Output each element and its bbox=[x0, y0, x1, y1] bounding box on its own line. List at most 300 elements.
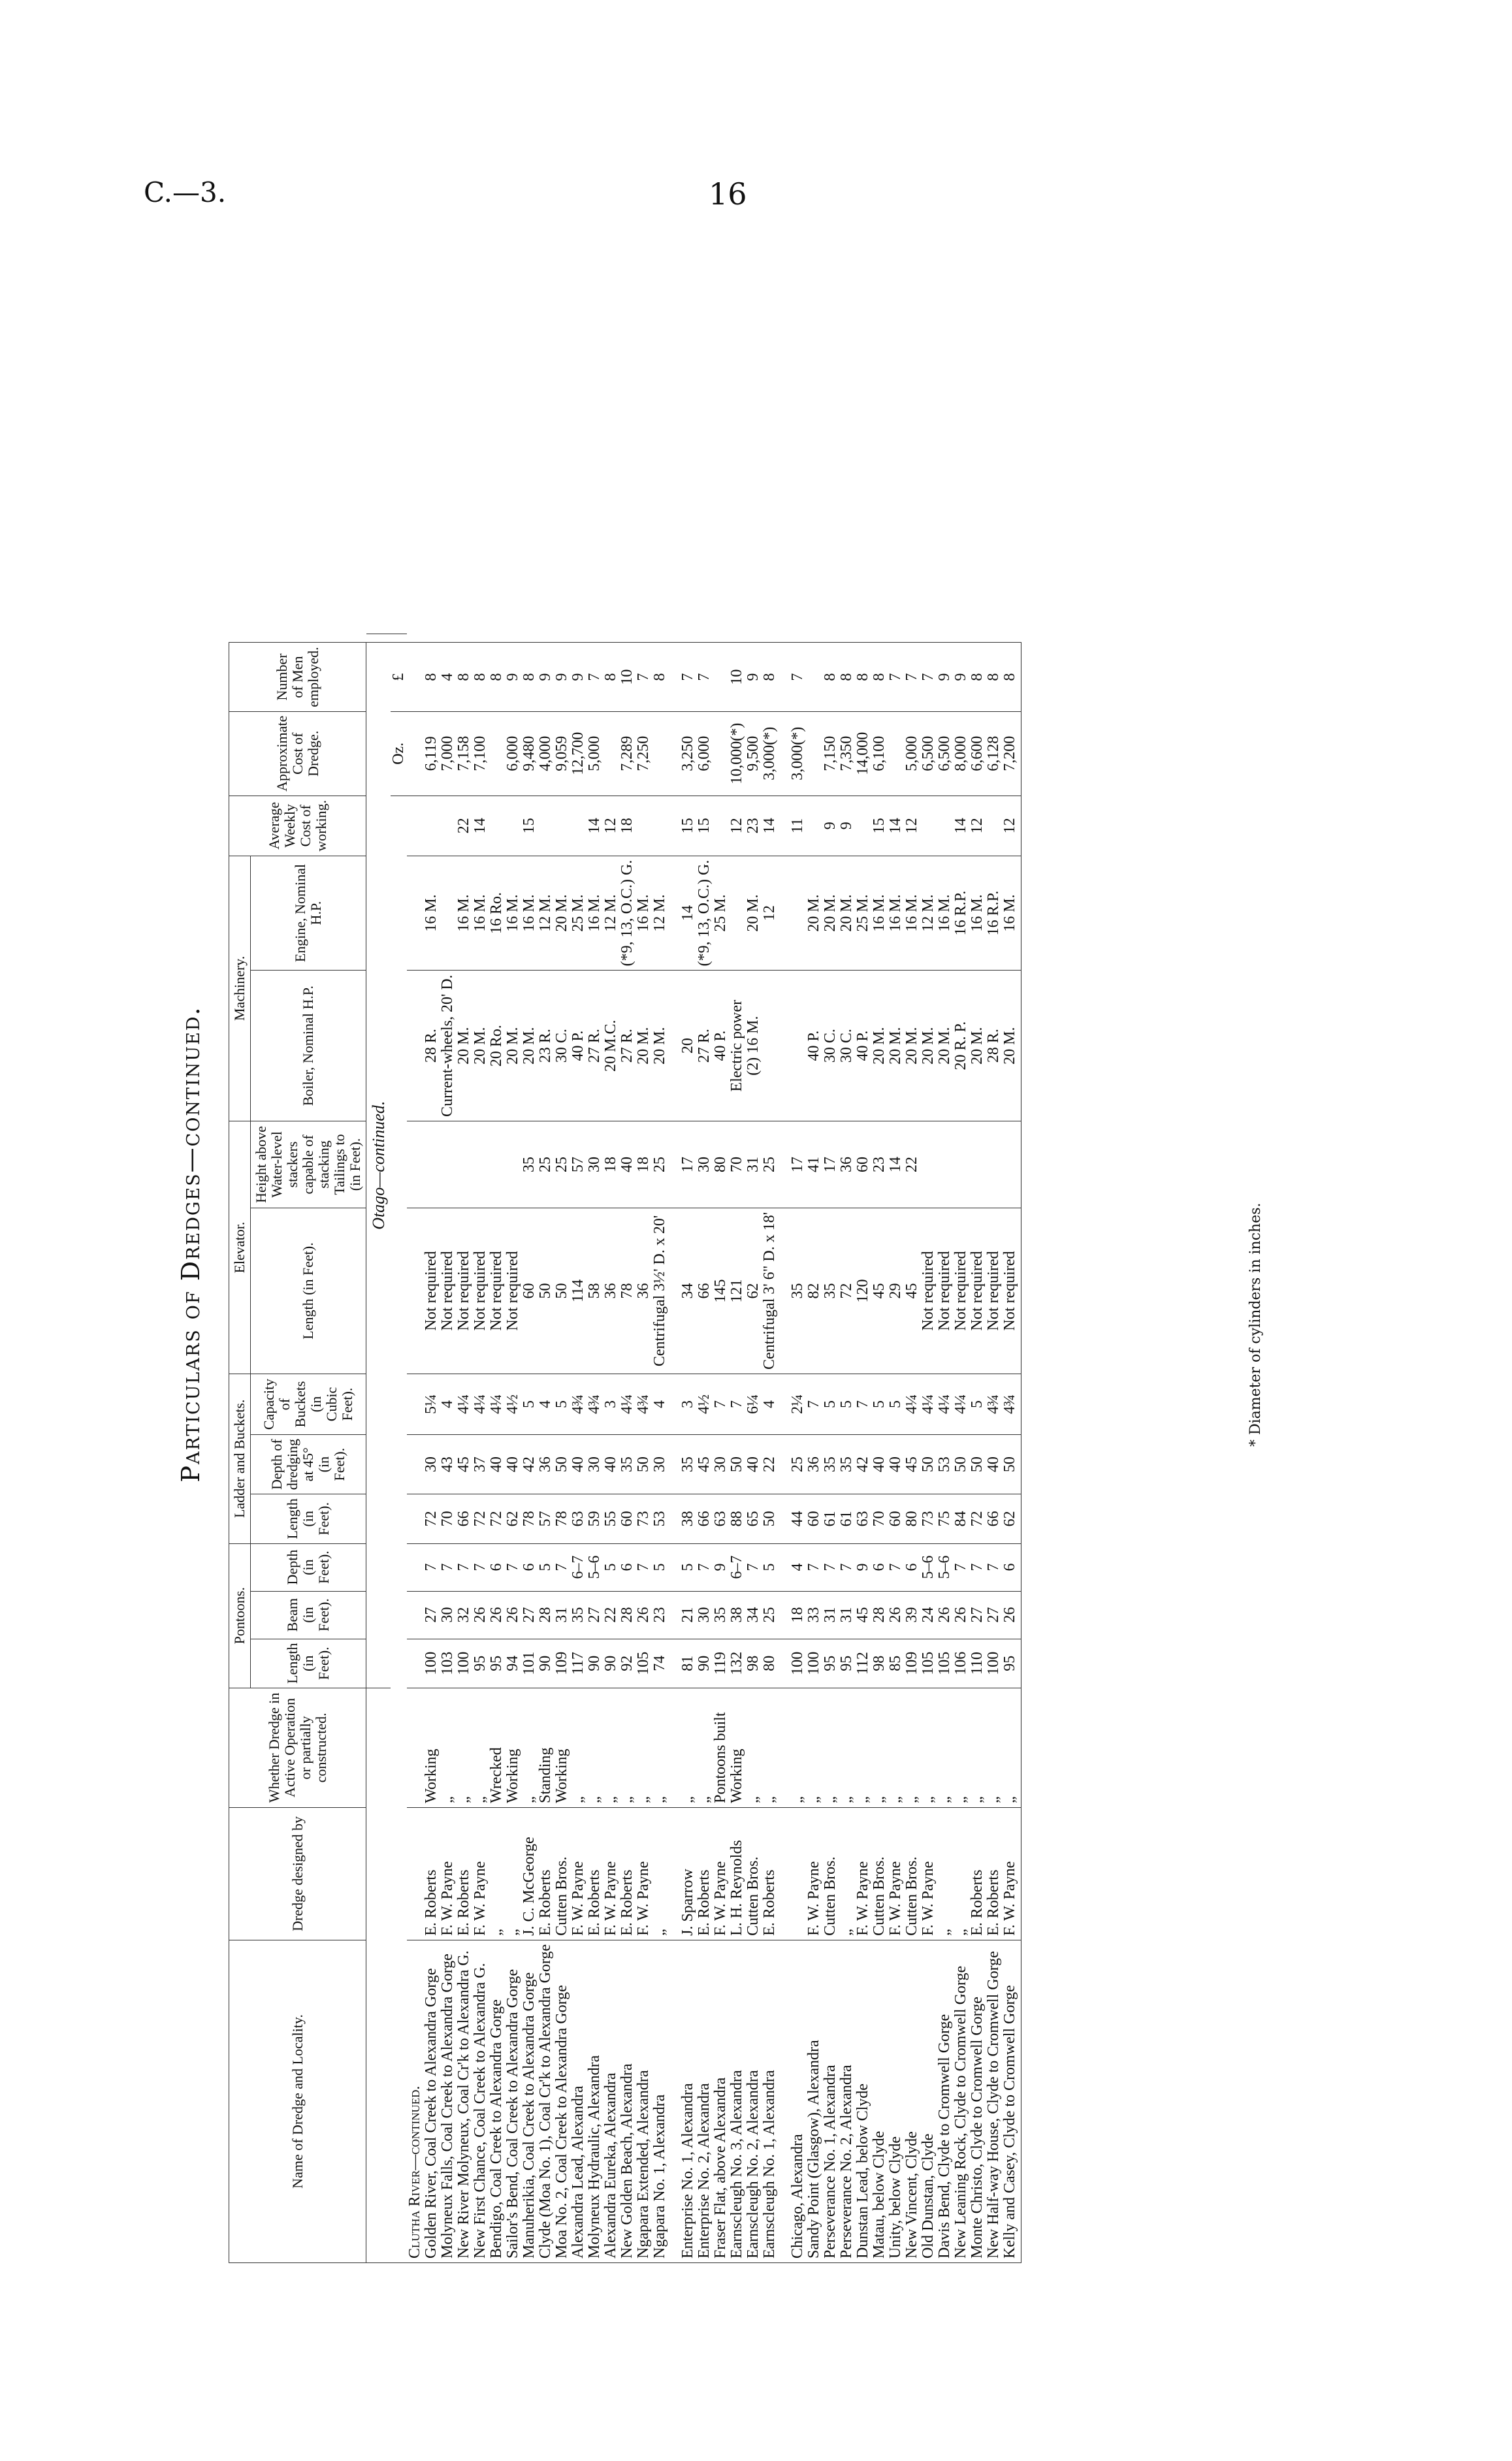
table-row bbox=[729, 634, 745, 2263]
cell-men-employed: 8 bbox=[822, 643, 839, 711]
cell-pontoon-length: 98 bbox=[745, 1639, 762, 1688]
cell-dredge-name: Kelly and Casey, Clyde to Cromwell Gorge bbox=[1002, 1940, 1018, 2262]
cell-ladder-length: 61 bbox=[822, 1494, 839, 1543]
cell-elevator-length: 36 bbox=[635, 1208, 652, 1374]
cell-weekly-cost: 15 bbox=[871, 796, 888, 856]
cell-boiler-hp: 30 C. bbox=[554, 971, 570, 1121]
header-pontoons: Pontoons. bbox=[229, 1543, 251, 1688]
cell-dredge-name: Molyneux Hydraulic, Alexandra bbox=[587, 1940, 603, 2262]
cell-ladder-length: 70 bbox=[440, 1494, 456, 1543]
cell-status: „ bbox=[603, 1688, 619, 1807]
cell-elevator-length: Not required bbox=[489, 1208, 505, 1374]
cell-elevator-length: Not required bbox=[953, 1208, 969, 1374]
cell-designer: J. Sparrow bbox=[680, 1807, 696, 1940]
cell-pontoon-beam: 18 bbox=[790, 1591, 806, 1639]
cell-elevator-length: 34 bbox=[680, 1208, 696, 1374]
cell-stacking-height: 17 bbox=[790, 1121, 806, 1208]
cell-dredge-name: New First Chance, Coal Creek to Alexandra G. bbox=[472, 1940, 489, 2262]
cell-stacking-height: 18 bbox=[635, 1121, 652, 1208]
header-m-boiler: Boiler, Nominal H.P. bbox=[251, 971, 366, 1121]
cell-bucket-capacity: 4 bbox=[440, 1374, 456, 1435]
cell-elevator-length: Not required bbox=[937, 1208, 953, 1374]
cell-bucket-capacity: 4 bbox=[762, 1374, 778, 1435]
cell-ladder-length: 73 bbox=[920, 1494, 937, 1543]
table-row bbox=[554, 634, 570, 2263]
cell-bucket-capacity: 5 bbox=[839, 1374, 855, 1435]
cell-pontoon-length: 132 bbox=[729, 1639, 745, 1688]
cell-boiler-hp: 40 P. bbox=[806, 971, 822, 1121]
cell-pontoon-depth: 7 bbox=[505, 1543, 521, 1591]
unit-cost: £ bbox=[391, 643, 407, 711]
cell-approx-cost: 6,500 bbox=[937, 711, 953, 796]
cell-pontoon-length: 74 bbox=[652, 1639, 668, 1688]
cell-elevator-length: Not required bbox=[456, 1208, 472, 1374]
table-row bbox=[538, 634, 554, 2263]
cell-elevator-length: 50 bbox=[554, 1208, 570, 1374]
cell-designer: F. W. Payne bbox=[855, 1807, 871, 1940]
cell-approx-cost: 6,100 bbox=[871, 711, 888, 796]
cell-pontoon-length: 100 bbox=[456, 1639, 472, 1688]
cell-stacking-height bbox=[472, 1121, 489, 1208]
cell-men-employed: 8 bbox=[521, 643, 538, 711]
header-m-engine: Engine, Nominal H.P. bbox=[251, 856, 366, 971]
cell-status: Standing bbox=[538, 1688, 554, 1807]
cell-designer: „ bbox=[953, 1807, 969, 1940]
cell-stacking-height bbox=[456, 1121, 472, 1208]
cell-pontoon-depth: 6 bbox=[871, 1543, 888, 1591]
cell-dredging-depth: 40 bbox=[603, 1435, 619, 1494]
cell-pontoon-length: 106 bbox=[953, 1639, 969, 1688]
cell-ladder-length: 62 bbox=[505, 1494, 521, 1543]
cell-dredge-name: New Vincent, Clyde bbox=[904, 1940, 920, 2262]
table-row bbox=[570, 634, 587, 2263]
table-row bbox=[806, 634, 822, 2263]
header-machinery: Machinery. bbox=[229, 856, 251, 1121]
cell-status: „ bbox=[855, 1688, 871, 1807]
table-row bbox=[423, 634, 440, 2263]
cell-status: Working bbox=[423, 1688, 440, 1807]
cell-stacking-height bbox=[1002, 1121, 1018, 1208]
cell-pontoon-beam: 28 bbox=[619, 1591, 635, 1639]
cell-pontoon-depth: 5–6 bbox=[937, 1543, 953, 1591]
cell-approx-cost: 6,128 bbox=[986, 711, 1002, 796]
table-row bbox=[652, 634, 668, 2263]
cell-ladder-length: 78 bbox=[554, 1494, 570, 1543]
page-series: C.—3. bbox=[144, 176, 227, 208]
cell-dredging-depth: 37 bbox=[472, 1435, 489, 1494]
cell-pontoon-depth: 6 bbox=[1002, 1543, 1018, 1591]
table-row bbox=[969, 634, 986, 2263]
cell-boiler-hp: 28 R. bbox=[423, 971, 440, 1121]
cell-bucket-capacity: 6¼ bbox=[745, 1374, 762, 1435]
cell-ladder-length: 59 bbox=[587, 1494, 603, 1543]
cell-weekly-cost: 15 bbox=[680, 796, 696, 856]
cell-engine-hp: 16 M. bbox=[1002, 856, 1018, 971]
section-row bbox=[407, 634, 423, 2263]
cell-approx-cost: 6,600 bbox=[969, 711, 986, 796]
cell-dredge-name: Clyde (Moa No. 1), Coal Cr'k to Alexandra Gorge bbox=[538, 1940, 554, 2262]
cell-bucket-capacity: 4¾ bbox=[635, 1374, 652, 1435]
header-approx-cost: Approximate Cost of Dredge. bbox=[229, 711, 366, 796]
cell-dredging-depth: 35 bbox=[839, 1435, 855, 1494]
cell-weekly-cost: 12 bbox=[904, 796, 920, 856]
cell-dredging-depth: 40 bbox=[871, 1435, 888, 1494]
cell-designer: Cutten Bros. bbox=[904, 1807, 920, 1940]
cell-boiler-hp: Current-wheels, 20' D. bbox=[440, 971, 456, 1121]
cell-weekly-cost: 23 bbox=[745, 796, 762, 856]
cell-status: „ bbox=[1002, 1688, 1018, 1807]
cell-dredging-depth: 25 bbox=[790, 1435, 806, 1494]
cell-dredge-name: Alexandra Lead, Alexandra bbox=[570, 1940, 587, 2262]
cell-weekly-cost bbox=[440, 796, 456, 856]
cell-weekly-cost bbox=[855, 796, 871, 856]
cell-boiler-hp: 20 M. bbox=[635, 971, 652, 1121]
cell-dredge-name: Sailor's Bend, Coal Creek to Alexandra Gorge bbox=[505, 1940, 521, 2262]
cell-men-employed: 8 bbox=[855, 643, 871, 711]
cell-approx-cost: 7,100 bbox=[472, 711, 489, 796]
cell-weekly-cost: 18 bbox=[619, 796, 635, 856]
cell-boiler-hp: 20 M. bbox=[937, 971, 953, 1121]
cell-pontoon-length: 100 bbox=[790, 1639, 806, 1688]
cell-weekly-cost bbox=[489, 796, 505, 856]
cell-boiler-hp: 20 M. bbox=[505, 971, 521, 1121]
cell-designer: F. W. Payne bbox=[1002, 1807, 1018, 1940]
cell-stacking-height: 31 bbox=[745, 1121, 762, 1208]
cell-bucket-capacity: 4¼ bbox=[953, 1374, 969, 1435]
cell-bucket-capacity: 4¼ bbox=[619, 1374, 635, 1435]
header-e-height: Height above Water-level stackers capable of stacking Tailings to (in Feet). bbox=[251, 1121, 366, 1208]
table-row bbox=[937, 634, 953, 2263]
cell-pontoon-beam: 22 bbox=[603, 1591, 619, 1639]
cell-status: „ bbox=[888, 1688, 904, 1807]
cell-boiler-hp: 20 R. P. bbox=[953, 971, 969, 1121]
table-row bbox=[953, 634, 969, 2263]
cell-elevator-length: Centrifugal 3' 6" D. x 18' bbox=[762, 1208, 778, 1374]
cell-pontoon-depth: 5 bbox=[652, 1543, 668, 1591]
cell-boiler-hp: (2) 16 M. bbox=[745, 971, 762, 1121]
cell-pontoon-depth: 7 bbox=[635, 1543, 652, 1591]
table-row bbox=[762, 634, 778, 2263]
cell-status: „ bbox=[570, 1688, 587, 1807]
cell-engine-hp: 20 M. bbox=[554, 856, 570, 971]
cell-approx-cost: 8,000 bbox=[953, 711, 969, 796]
cell-pontoon-beam: 26 bbox=[953, 1591, 969, 1639]
cell-dredge-name: Earnscleugh No. 3, Alexandra bbox=[729, 1940, 745, 2262]
table-row bbox=[1002, 634, 1018, 2263]
cell-bucket-capacity: 3 bbox=[680, 1374, 696, 1435]
cell-approx-cost bbox=[888, 711, 904, 796]
cell-ladder-length: 66 bbox=[986, 1494, 1002, 1543]
cell-dredging-depth: 42 bbox=[855, 1435, 871, 1494]
cell-dredge-name: Sandy Point (Glasgow), Alexandra bbox=[806, 1940, 822, 2262]
cell-designer: „ bbox=[839, 1807, 855, 1940]
cell-engine-hp: 20 M. bbox=[745, 856, 762, 971]
cell-pontoon-depth: 7 bbox=[456, 1543, 472, 1591]
cell-stacking-height: 70 bbox=[729, 1121, 745, 1208]
cell-ladder-length: 62 bbox=[1002, 1494, 1018, 1543]
cell-dredging-depth: 45 bbox=[696, 1435, 713, 1494]
cell-engine-hp: 16 M. bbox=[505, 856, 521, 971]
cell-men-employed: 4 bbox=[440, 643, 456, 711]
cell-bucket-capacity: 4 bbox=[538, 1374, 554, 1435]
cell-dredging-depth: 50 bbox=[920, 1435, 937, 1494]
cell-boiler-hp: 30 C. bbox=[822, 971, 839, 1121]
cell-ladder-length: 63 bbox=[570, 1494, 587, 1543]
cell-men-employed: 8 bbox=[652, 643, 668, 711]
table-row bbox=[505, 634, 521, 2263]
cell-stacking-height: 30 bbox=[587, 1121, 603, 1208]
cell-pontoon-depth: 6–7 bbox=[729, 1543, 745, 1591]
cell-pontoon-length: 90 bbox=[587, 1639, 603, 1688]
cell-bucket-capacity: 4¾ bbox=[986, 1374, 1002, 1435]
cell-weekly-cost: 9 bbox=[839, 796, 855, 856]
cell-approx-cost: 3,000(*) bbox=[762, 711, 778, 796]
header-l-capacity: Capacity of Buckets (in Cubic Feet). bbox=[251, 1374, 366, 1435]
cell-weekly-cost: 12 bbox=[603, 796, 619, 856]
cell-men-employed bbox=[806, 643, 822, 711]
cell-stacking-height bbox=[986, 1121, 1002, 1208]
cell-men-employed: 7 bbox=[635, 643, 652, 711]
cell-dredging-depth: 45 bbox=[456, 1435, 472, 1494]
cell-stacking-height bbox=[423, 1121, 440, 1208]
cell-dredge-name: Fraser Flat, above Alexandra bbox=[713, 1940, 729, 2262]
cell-stacking-height bbox=[937, 1121, 953, 1208]
table-row bbox=[920, 634, 937, 2263]
cell-bucket-capacity: 5 bbox=[521, 1374, 538, 1435]
cell-approx-cost: 9,500 bbox=[745, 711, 762, 796]
cell-pontoon-depth: 7 bbox=[440, 1543, 456, 1591]
cell-boiler-hp: 30 C. bbox=[839, 971, 855, 1121]
group-spacer bbox=[778, 634, 790, 2263]
header-ladder: Ladder and Buckets. bbox=[229, 1374, 251, 1544]
cell-pontoon-beam: 33 bbox=[806, 1591, 822, 1639]
cell-boiler-hp: 27 R. bbox=[587, 971, 603, 1121]
cell-pontoon-depth: 7 bbox=[888, 1543, 904, 1591]
cell-pontoon-length: 94 bbox=[505, 1639, 521, 1688]
header-l-dredge-depth: Depth of dredging at 45° (in Feet). bbox=[251, 1435, 366, 1494]
cell-weekly-cost bbox=[986, 796, 1002, 856]
cell-engine-hp: 20 M. bbox=[839, 856, 855, 971]
cell-bucket-capacity: 4¾ bbox=[587, 1374, 603, 1435]
cell-dredging-depth: 40 bbox=[489, 1435, 505, 1494]
cell-weekly-cost: 11 bbox=[790, 796, 806, 856]
cell-pontoon-depth: 6 bbox=[619, 1543, 635, 1591]
cell-status: „ bbox=[696, 1688, 713, 1807]
cell-dredging-depth: 22 bbox=[762, 1435, 778, 1494]
cell-dredging-depth: 30 bbox=[423, 1435, 440, 1494]
cell-dredging-depth: 53 bbox=[937, 1435, 953, 1494]
table-row bbox=[680, 634, 696, 2263]
cell-engine-hp: 25 M. bbox=[570, 856, 587, 971]
cell-pontoon-length: 98 bbox=[871, 1639, 888, 1688]
cell-pontoon-depth: 6 bbox=[489, 1543, 505, 1591]
cell-elevator-length: Not required bbox=[1002, 1208, 1018, 1374]
cell-engine-hp bbox=[729, 856, 745, 971]
cell-stacking-height: 41 bbox=[806, 1121, 822, 1208]
table-row bbox=[871, 634, 888, 2263]
cell-bucket-capacity: 4¼ bbox=[920, 1374, 937, 1435]
cell-status: „ bbox=[652, 1688, 668, 1807]
cell-dredge-name: Monte Christo, Clyde to Cromwell Gorge bbox=[969, 1940, 986, 2262]
cell-weekly-cost: 14 bbox=[472, 796, 489, 856]
cell-pontoon-length: 103 bbox=[440, 1639, 456, 1688]
cell-approx-cost: 7,158 bbox=[456, 711, 472, 796]
cell-designer: „ bbox=[505, 1807, 521, 1940]
cell-approx-cost bbox=[603, 711, 619, 796]
cell-pontoon-length: 95 bbox=[1002, 1639, 1018, 1688]
cell-men-employed: 7 bbox=[920, 643, 937, 711]
cell-bucket-capacity: 4¾ bbox=[570, 1374, 587, 1435]
cell-pontoon-length: 119 bbox=[713, 1639, 729, 1688]
cell-elevator-length: 62 bbox=[745, 1208, 762, 1374]
cell-engine-hp: 20 M. bbox=[822, 856, 839, 971]
cell-dredge-name: Chicago, Alexandra bbox=[790, 1940, 806, 2262]
cell-boiler-hp: 20 M. bbox=[871, 971, 888, 1121]
cell-engine-hp: 12 M. bbox=[603, 856, 619, 971]
cell-dredging-depth: 36 bbox=[806, 1435, 822, 1494]
cell-elevator-length: 145 bbox=[713, 1208, 729, 1374]
cell-pontoon-beam: 27 bbox=[423, 1591, 440, 1639]
cell-elevator-length: 35 bbox=[822, 1208, 839, 1374]
cell-bucket-capacity: 4¼ bbox=[472, 1374, 489, 1435]
cell-elevator-length: 78 bbox=[619, 1208, 635, 1374]
table-row bbox=[635, 634, 652, 2263]
cell-bucket-capacity: 7 bbox=[729, 1374, 745, 1435]
cell-weekly-cost: 15 bbox=[521, 796, 538, 856]
cell-ladder-length: 57 bbox=[538, 1494, 554, 1543]
cell-dredge-name: Perseverance No. 2, Alexandra bbox=[839, 1940, 855, 2262]
cell-designer: „ bbox=[652, 1807, 668, 1940]
cell-designer: E. Roberts bbox=[423, 1807, 440, 1940]
cell-engine-hp: 12 bbox=[762, 856, 778, 971]
cell-men-employed: 8 bbox=[969, 643, 986, 711]
cell-elevator-length: 29 bbox=[888, 1208, 904, 1374]
cell-approx-cost: 14,000 bbox=[855, 711, 871, 796]
cell-ladder-length: 73 bbox=[635, 1494, 652, 1543]
header-e-length: Length (in Feet). bbox=[251, 1208, 366, 1374]
cell-status: „ bbox=[635, 1688, 652, 1807]
cell-designer: E. Roberts bbox=[587, 1807, 603, 1940]
cell-stacking-height bbox=[489, 1121, 505, 1208]
cell-pontoon-length: 95 bbox=[489, 1639, 505, 1688]
cell-pontoon-beam: 28 bbox=[538, 1591, 554, 1639]
cell-elevator-length: Not required bbox=[920, 1208, 937, 1374]
cell-designer: E. Roberts bbox=[969, 1807, 986, 1940]
cell-weekly-cost bbox=[652, 796, 668, 856]
cell-engine-hp: 16 Ro. bbox=[489, 856, 505, 971]
cell-status: „ bbox=[920, 1688, 937, 1807]
table-row bbox=[603, 634, 619, 2263]
cell-elevator-length: Centrifugal 3½' D. x 20' bbox=[652, 1208, 668, 1374]
cell-stacking-height: 22 bbox=[904, 1121, 920, 1208]
header-l-length: Length (in Feet). bbox=[251, 1494, 366, 1543]
cell-pontoon-beam: 26 bbox=[635, 1591, 652, 1639]
cell-status: Working bbox=[729, 1688, 745, 1807]
cell-men-employed: 9 bbox=[953, 643, 969, 711]
cell-weekly-cost bbox=[423, 796, 440, 856]
cell-elevator-length: 50 bbox=[538, 1208, 554, 1374]
cell-stacking-height: 36 bbox=[839, 1121, 855, 1208]
table-row bbox=[790, 634, 806, 2263]
cell-boiler-hp: 20 Ro. bbox=[489, 971, 505, 1121]
cell-designer: E. Roberts bbox=[619, 1807, 635, 1940]
cell-bucket-capacity: 7 bbox=[713, 1374, 729, 1435]
cell-pontoon-depth: 5–6 bbox=[920, 1543, 937, 1591]
cell-weekly-cost: 12 bbox=[969, 796, 986, 856]
cell-elevator-length: 45 bbox=[904, 1208, 920, 1374]
cell-weekly-cost: 14 bbox=[762, 796, 778, 856]
cell-engine-hp: 16 M. bbox=[423, 856, 440, 971]
cell-engine-hp: 12 M. bbox=[538, 856, 554, 971]
cell-designer: Cutten Bros. bbox=[554, 1807, 570, 1940]
header-men: Number of Men employed. bbox=[229, 643, 366, 711]
units-row bbox=[391, 634, 407, 2263]
cell-pontoon-beam: 26 bbox=[472, 1591, 489, 1639]
cell-elevator-length: 121 bbox=[729, 1208, 745, 1374]
cell-bucket-capacity: 3 bbox=[603, 1374, 619, 1435]
cell-designer: F. W. Payne bbox=[806, 1807, 822, 1940]
cell-pontoon-beam: 39 bbox=[904, 1591, 920, 1639]
cell-ladder-length: 53 bbox=[652, 1494, 668, 1543]
cell-stacking-height: 25 bbox=[652, 1121, 668, 1208]
cell-ladder-length: 63 bbox=[855, 1494, 871, 1543]
cell-approx-cost: 9,059 bbox=[554, 711, 570, 796]
cell-approx-cost bbox=[806, 711, 822, 796]
cell-status: Wrecked bbox=[489, 1688, 505, 1807]
cell-dredging-depth: 43 bbox=[440, 1435, 456, 1494]
cell-dredge-name: Unity, below Clyde bbox=[888, 1940, 904, 2262]
cell-designer: F. W. Payne bbox=[570, 1807, 587, 1940]
cell-bucket-capacity: 4¾ bbox=[1002, 1374, 1018, 1435]
header-p-length: Length (in Feet). bbox=[251, 1639, 366, 1688]
cell-status: „ bbox=[871, 1688, 888, 1807]
cell-pontoon-length: 117 bbox=[570, 1639, 587, 1688]
cell-status: „ bbox=[762, 1688, 778, 1807]
cell-men-employed: 10 bbox=[619, 643, 635, 711]
cell-pontoon-depth: 6 bbox=[521, 1543, 538, 1591]
cell-boiler-hp: 27 R. bbox=[619, 971, 635, 1121]
cell-pontoon-length: 85 bbox=[888, 1639, 904, 1688]
cell-approx-cost: 3,000(*) bbox=[790, 711, 806, 796]
cell-stacking-height: 60 bbox=[855, 1121, 871, 1208]
cell-ladder-length: 60 bbox=[806, 1494, 822, 1543]
cell-approx-cost: 7,350 bbox=[839, 711, 855, 796]
cell-pontoon-beam: 27 bbox=[986, 1591, 1002, 1639]
cell-pontoon-beam: 27 bbox=[969, 1591, 986, 1639]
cell-ladder-length: 65 bbox=[745, 1494, 762, 1543]
cell-stacking-height: 25 bbox=[538, 1121, 554, 1208]
cell-status: „ bbox=[904, 1688, 920, 1807]
cell-men-employed: 7 bbox=[790, 643, 806, 711]
region-row bbox=[366, 634, 391, 2263]
cell-stacking-height: 25 bbox=[762, 1121, 778, 1208]
cell-elevator-length: 58 bbox=[587, 1208, 603, 1374]
cell-dredging-depth: 35 bbox=[619, 1435, 635, 1494]
cell-designer bbox=[790, 1807, 806, 1940]
cell-engine-hp: 16 M. bbox=[969, 856, 986, 971]
cell-weekly-cost bbox=[554, 796, 570, 856]
cell-men-employed: 7 bbox=[696, 643, 713, 711]
page-number: 16 bbox=[709, 176, 747, 212]
cell-pontoon-length: 100 bbox=[806, 1639, 822, 1688]
cell-men-employed: 9 bbox=[745, 643, 762, 711]
cell-status: „ bbox=[839, 1688, 855, 1807]
cell-engine-hp: 16 M. bbox=[521, 856, 538, 971]
cell-dredging-depth: 50 bbox=[1002, 1435, 1018, 1494]
cell-approx-cost bbox=[489, 711, 505, 796]
cell-approx-cost: 5,000 bbox=[904, 711, 920, 796]
cell-pontoon-beam: 35 bbox=[570, 1591, 587, 1639]
